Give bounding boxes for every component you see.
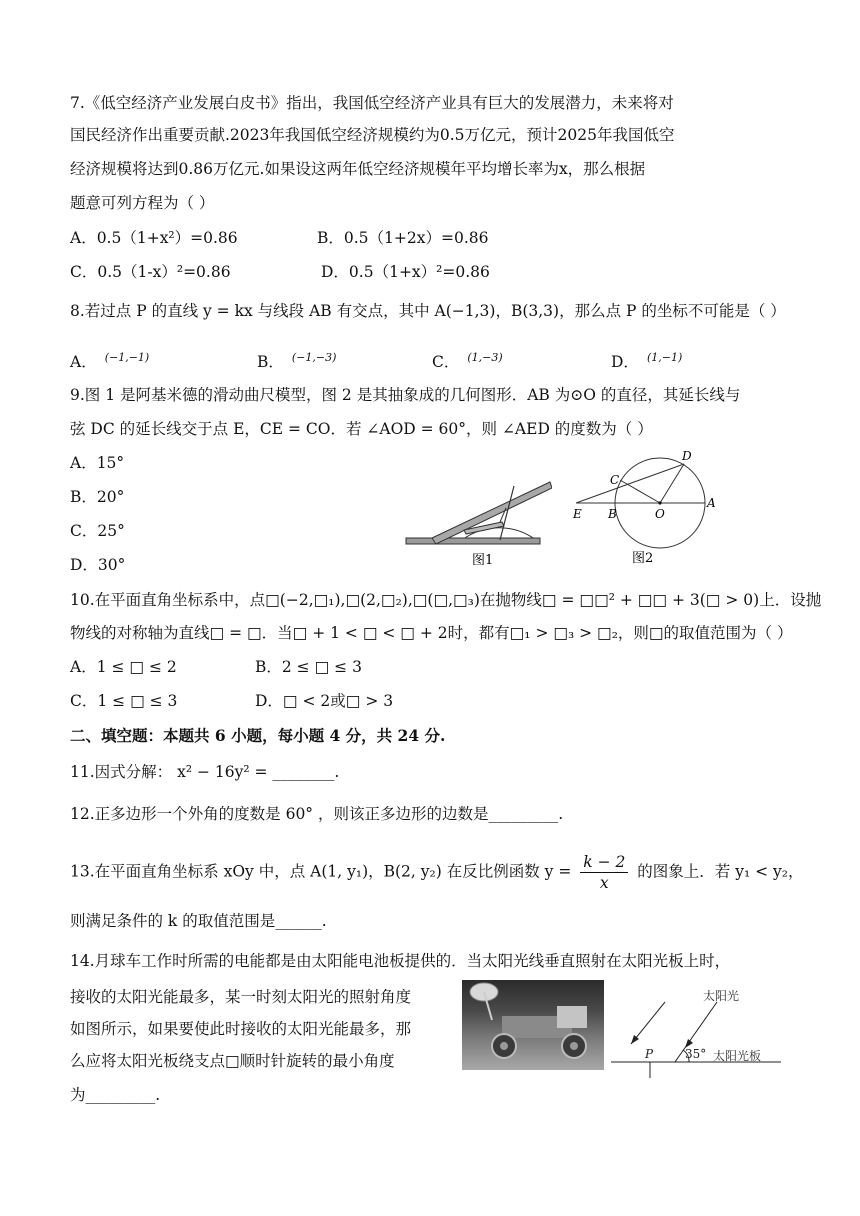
fig1-caption: 图1 (472, 553, 494, 568)
q14-line-1: 14.月球车工作时所需的电能都是由太阳能电池板提供的．当太阳光线垂直照射在太阳光板上时， (70, 952, 731, 970)
q13-line-1 (70, 852, 804, 893)
q9-option-a: A．15° (70, 454, 125, 472)
q8-stem: 8.若过点 P 的直线 y = kx 与线段 AB 有交点，其中 A(−1,3)，B(3,3)，那么点 P 的坐标不可能是（ ） (70, 302, 786, 320)
q12: 12.正多边形一个外角的度数是 60° ，则该正多边形的边数是_________. (70, 805, 564, 823)
q13-line-2: 则满足条件的 k 的取值范围是______. (70, 912, 327, 930)
label-o: O (655, 507, 665, 521)
slanted-ruler (432, 482, 552, 544)
q9-figure-2 (570, 446, 720, 570)
q9-line-2: 弦 DC 的延长线交于点 E，CE = CO．若 ∠AOD = 60°，则 ∠AED 的度数为（ ） (70, 420, 653, 438)
q13-fraction (580, 852, 628, 893)
pointer-line (500, 486, 514, 540)
q14-line-4: 么应将太阳光板绕支点□顺时针旋转的最小角度 (70, 1052, 395, 1070)
radius-oc (620, 480, 660, 503)
q14-line-5: 为_________. (70, 1086, 161, 1104)
panel-label: 太阳光板 (713, 1049, 762, 1063)
fig2-caption: 图2 (632, 551, 654, 566)
point-p-label: P (645, 1047, 654, 1061)
q8-option-c: C． $^{(1,-3)}$ (432, 351, 503, 371)
q9-option-b: B．20° (70, 488, 125, 506)
q13-text-pre: 13.在平面直角坐标系 xOy 中，点 A(1, y₁)，B(2, y₂) 在反比例函数 y = (70, 862, 572, 881)
q7-line-4: 题意可列方程为（ ） (70, 194, 215, 212)
q8-option-d: D． $^{(1,-1)}$ (611, 351, 683, 371)
q14-sun-panel-figure (605, 986, 785, 1082)
q10-option-c: C．1 ≤ □ ≤ 3 (70, 692, 178, 710)
q14-line-2: 接收的太阳光能最多，某一时刻太阳光的照射角度 (70, 988, 412, 1006)
q7-option-d: D．0.5（1+x）²=0.86 (321, 263, 490, 281)
q10-line-2: 物线的对称轴为直线□ = □．当□ + 1 < □ < □ + 2时，都有□₁ > □₃ > □₂，则□的取值范围为（ ） (70, 624, 793, 642)
q11: 11.因式分解： x² − 16y² = ________. (70, 763, 340, 781)
angle-label: 35° (685, 1047, 707, 1061)
rover-illustration (462, 980, 604, 1070)
q7-line-2: 国民经济作出重要贡献.2023年我国低空经济规模约为0.5万亿元，预计2025年我国低空 (70, 126, 675, 144)
q10-option-d: D．□ < 2或□ > 3 (255, 692, 394, 710)
base-ruler (406, 538, 540, 544)
q8-option-a: A． $^{(-1,-1)}$ (70, 351, 150, 371)
q7-option-a: A．0.5（1+x²）=0.86 (70, 229, 238, 247)
label-a: A (707, 496, 716, 510)
q7-option-c: C．0.5（1-x）²=0.86 (70, 263, 231, 281)
q7-line-3: 经济规模将达到0.86万亿元.如果设这两年低空经济规模年平均增长率为x，那么根据 (70, 160, 646, 178)
radius-od (660, 464, 684, 503)
q7-option-b: B．0.5（1+2x）=0.86 (317, 229, 489, 247)
q10-line-1: 10.在平面直角坐标系中，点□(−2,□₁),□(2,□₂),□(□,□₃)在抛物线□ = □□² + □□ + 3(□ > 0)上．设抛 (70, 591, 822, 609)
q10-option-a: A．1 ≤ □ ≤ 2 (70, 658, 177, 676)
q10-option-b: B．2 ≤ □ ≤ 3 (255, 658, 362, 676)
q7-line-1: 7.《低空经济产业发展白皮书》指出，我国低空经济产业具有巨大的发展潜力，未来将对 (70, 94, 674, 112)
q14-line-3: 如图所示，如果要使此时接收的太阳光能最多，那 (70, 1020, 412, 1038)
q9-figure-1 (402, 478, 552, 570)
q9-line-1: 9.图 1 是阿基米德的滑动曲尺模型，图 2 是其抽象成的几何图形．AB 为⊙O 的直径，其延长线与 (70, 386, 741, 404)
q8-option-b: B． $^{(-1,-3)}$ (257, 351, 337, 371)
lunar-rover-photo (462, 980, 604, 1070)
label-d: D (682, 449, 692, 463)
label-c: C (610, 473, 620, 487)
label-b: B (608, 507, 617, 521)
center-dot (658, 501, 661, 504)
fraction-numerator: k − 2 (580, 852, 628, 873)
label-e: E (573, 507, 582, 521)
q9-option-d: D．30° (70, 556, 126, 574)
q9-option-c: C．25° (70, 522, 125, 540)
section-2-heading: 二、填空题：本题共 6 小题，每小题 4 分，共 24 分. (70, 726, 446, 745)
fraction-denominator: x (599, 874, 609, 892)
q13-text-post: 的图象上．若 y₁ < y₂， (637, 862, 804, 881)
sun-label: 太阳光 (703, 989, 740, 1003)
